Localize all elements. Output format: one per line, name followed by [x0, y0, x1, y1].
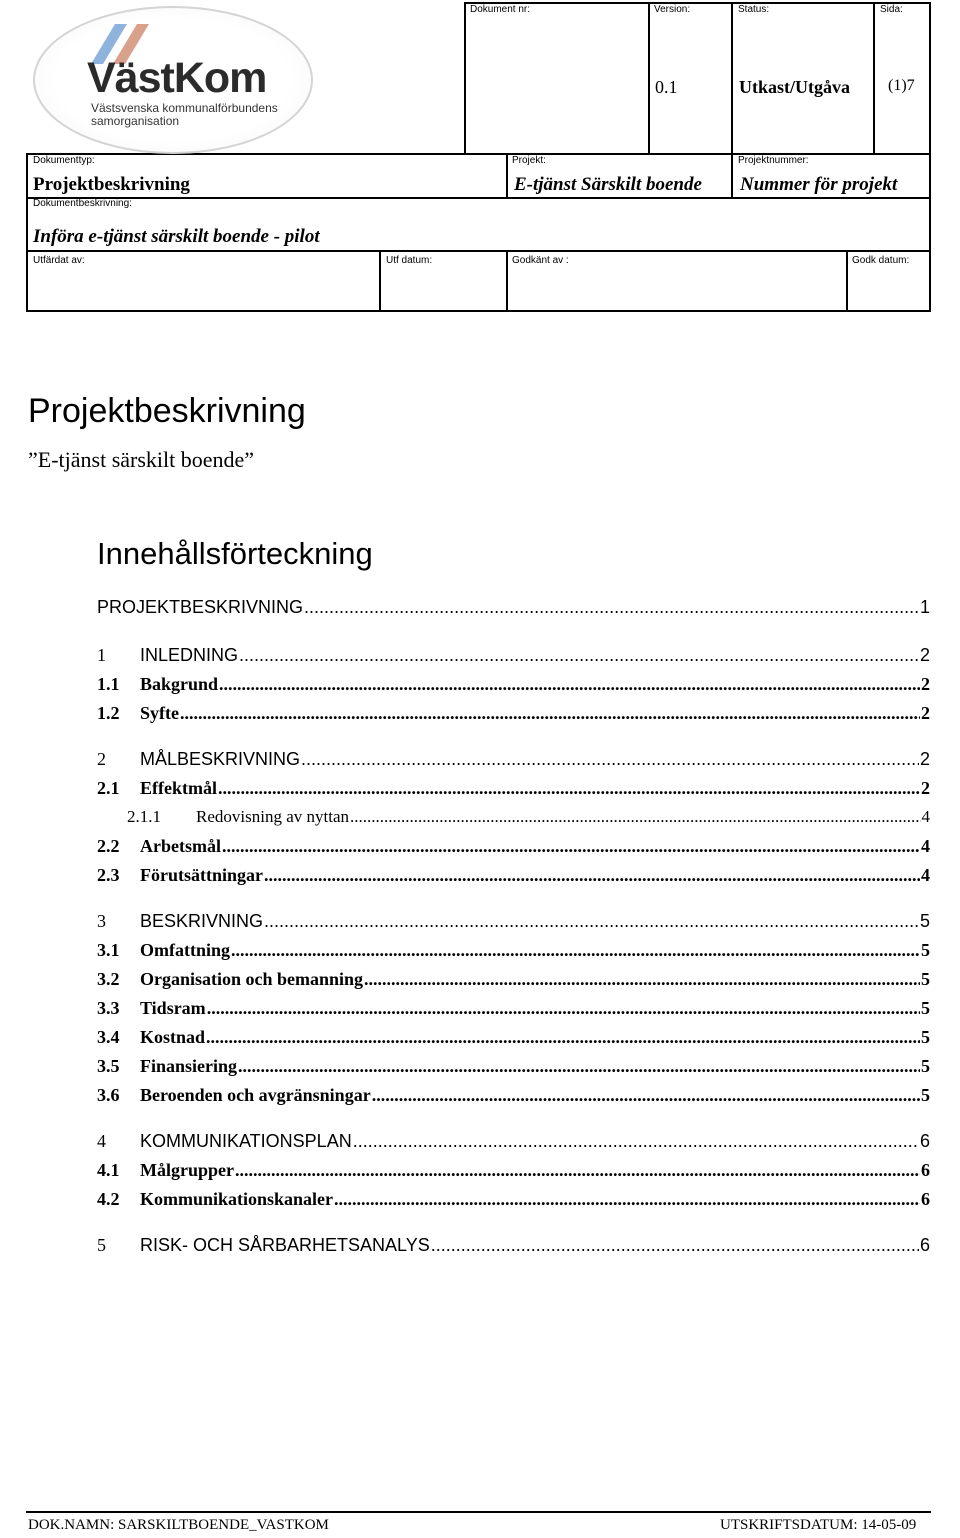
toc-entry-title: Kostnad: [140, 1027, 206, 1047]
header-border: [648, 2, 650, 154]
toc-dot-leader: [364, 969, 920, 990]
toc-entry[interactable]: [97, 1027, 930, 1051]
header-border: [506, 250, 508, 312]
toc-entry[interactable]: [97, 1085, 930, 1109]
toc-dot-leader: [334, 1189, 920, 1210]
toc-entry[interactable]: [97, 674, 930, 698]
toc-entry[interactable]: [97, 749, 930, 773]
toc-entry-number: 1: [97, 645, 106, 665]
toc-entry-page: 6: [921, 1160, 930, 1180]
toc-heading: Innehållsförteckning: [97, 536, 373, 571]
header-border: [26, 250, 931, 252]
header-border: [464, 2, 931, 4]
toc-entry-number: 2.3: [97, 865, 120, 885]
dokumenttyp-label: Dokumenttyp:: [33, 155, 95, 166]
header-border: [846, 250, 848, 312]
toc-entry-number: 4.2: [97, 1189, 120, 1209]
toc-dot-leader: [180, 703, 920, 724]
toc-dot-leader: [264, 911, 919, 932]
logo-subtitle: [91, 102, 278, 128]
toc-entry[interactable]: [97, 911, 930, 935]
toc-entry[interactable]: [97, 703, 930, 727]
version-label: Version:: [654, 4, 691, 15]
toc-entry-number: 1.1: [97, 674, 120, 694]
toc-entry-page: 5: [919, 911, 930, 931]
dokumenttyp-value: Projektbeskrivning: [33, 174, 190, 195]
toc-entry-page: 2: [921, 674, 930, 694]
toc-dot-leader: [218, 778, 920, 799]
toc-entry-number: 3: [97, 911, 106, 931]
toc-dot-leader: [304, 597, 919, 618]
header-border: [873, 2, 875, 154]
toc-entry-page: 2: [921, 703, 930, 723]
toc-entry-title: KOMMUNIKATIONSPLAN: [140, 1131, 352, 1151]
toc-entry-number: 2.1: [97, 778, 120, 798]
toc-dot-leader: [301, 749, 919, 770]
toc-dot-leader: [235, 1160, 920, 1181]
toc-entry-title: Omfattning: [140, 940, 230, 960]
toc-entry-page: 5: [921, 1056, 930, 1076]
footer-printdate: UTSKRIFTSDATUM: 14-05-09: [720, 1517, 917, 1533]
toc-entry[interactable]: [97, 597, 930, 621]
toc-entry-title: Målgrupper: [140, 1160, 234, 1180]
header-border: [731, 153, 733, 198]
toc-entry-number: 5: [97, 1235, 106, 1255]
dokumentbeskrivning-label: Dokumentbeskrivning:: [33, 198, 132, 209]
toc-dot-leader: [372, 1085, 920, 1106]
toc-entry-number: 2.2: [97, 836, 120, 856]
header-border: [506, 153, 508, 198]
toc-entry-title: PROJEKTBESKRIVNING: [97, 597, 304, 617]
toc-entry-page: 6: [919, 1131, 930, 1151]
toc-entry-title: Effektmål: [140, 778, 217, 798]
toc-entry-page: 2: [919, 645, 930, 665]
header-border: [26, 310, 931, 312]
toc-entry-title: MÅLBESKRIVNING: [140, 749, 301, 769]
godk-datum-label: Godk datum:: [852, 255, 910, 266]
header-border: [379, 250, 381, 312]
toc-entry[interactable]: [97, 940, 930, 964]
toc-entry[interactable]: [97, 1235, 930, 1259]
toc-entry-title: Syfte: [140, 703, 179, 723]
projektnummer-label: Projektnummer:: [738, 155, 809, 166]
toc-entry-number: 2: [97, 749, 106, 769]
toc-dot-leader: [222, 836, 920, 857]
toc-entry-page: 2: [921, 778, 930, 798]
vastkom-logo: [33, 6, 313, 154]
toc-dot-leader: [219, 674, 920, 695]
toc-entry-page: 5: [921, 1085, 930, 1105]
toc-entry-number: 3.5: [97, 1056, 120, 1076]
document-subtitle: ”E-tjänst särskilt boende”: [28, 447, 255, 472]
projekt-value: E-tjänst Särskilt boende: [514, 174, 702, 195]
toc-entry-title: Kommunikationskanaler: [140, 1189, 334, 1209]
toc-entry-title: Förutsättningar: [140, 865, 263, 885]
toc-entry-page: 5: [921, 998, 930, 1018]
projektnummer-value: Nummer för projekt: [740, 174, 898, 195]
projekt-label: Projekt:: [512, 155, 546, 166]
godkant-label: Godkänt av :: [512, 255, 569, 266]
header-border: [26, 153, 28, 312]
toc-entry[interactable]: [97, 1131, 930, 1155]
toc-entry[interactable]: [97, 778, 930, 802]
toc-entry-number: 4.1: [97, 1160, 120, 1180]
toc-entry-number: 4: [97, 1131, 106, 1151]
toc-entry-title: Tidsram: [140, 998, 206, 1018]
footer-rule: [26, 1511, 931, 1513]
toc-dot-leader: [353, 1131, 919, 1152]
toc-entry-page: 5: [921, 969, 930, 989]
toc-entry-title: Arbetsmål: [140, 836, 221, 856]
toc-entry[interactable]: [97, 836, 930, 860]
sida-value: (1)7: [888, 77, 915, 94]
toc-entry-page: 4: [921, 836, 930, 856]
toc-entry[interactable]: [97, 1056, 930, 1080]
toc-entry-title: INLEDNING: [140, 645, 239, 665]
document-title: Projektbeskrivning: [28, 392, 306, 430]
toc-entry-title: Redovisning av nyttan: [196, 807, 349, 826]
header-border: [464, 2, 466, 154]
toc-entry[interactable]: [127, 807, 930, 831]
toc-dot-leader: [206, 1027, 920, 1048]
status-value: Utkast/Utgåva: [739, 77, 850, 97]
toc-dot-leader: [239, 645, 919, 666]
toc-dot-leader: [350, 807, 921, 827]
toc-entry-page: 6: [921, 1189, 930, 1209]
utfardat-label: Utfärdat av:: [33, 255, 85, 266]
footer-docname: DOK.NAMN: SARSKILTBOENDE_VASTKOM: [28, 1517, 329, 1533]
toc-entry-page: 2: [919, 749, 930, 769]
header-border: [731, 2, 733, 154]
sida-label: Sida:: [880, 4, 903, 15]
logo-wordmark: VästKom: [87, 54, 267, 102]
toc-entry-title: Beroenden och avgränsningar: [140, 1085, 371, 1105]
toc-dot-leader: [431, 1235, 919, 1256]
toc-entry-title: Bakgrund: [140, 674, 219, 694]
toc-entry[interactable]: [97, 969, 930, 993]
toc-entry-number: 3.4: [97, 1027, 120, 1047]
toc-dot-leader: [207, 998, 920, 1019]
version-value: 0.1: [655, 77, 678, 97]
toc-entry-number: 1.2: [97, 703, 120, 723]
status-label: Status:: [738, 4, 770, 15]
toc-entry-number: 3.1: [97, 940, 120, 960]
toc-entry-title: RISK- OCH SÅRBARHETSANALYS: [140, 1235, 430, 1255]
toc-entry-title: Organisation och bemanning: [140, 969, 364, 989]
toc-dot-leader: [231, 940, 920, 961]
doc-nr-label: Dokument nr:: [470, 4, 531, 15]
toc-dot-leader: [264, 865, 920, 886]
logo-subtitle-line2: samorganisation: [91, 114, 180, 128]
toc-entry-page: 5: [921, 1027, 930, 1047]
toc-entry-page: 4: [921, 865, 930, 885]
utf-datum-label: Utf datum:: [386, 255, 433, 266]
toc-entry-page: 5: [921, 940, 930, 960]
toc-entry[interactable]: [97, 645, 930, 669]
toc-entry-number: 3.6: [97, 1085, 120, 1105]
toc-dot-leader: [238, 1056, 920, 1077]
dokumentbeskrivning-value: Införa e-tjänst särskilt boende - pilot: [33, 226, 320, 247]
logo-subtitle-line1: Västsvenska kommunalförbundens: [91, 101, 278, 115]
toc-entry-page: 6: [919, 1235, 930, 1255]
toc-entry-number: 3.2: [97, 969, 120, 989]
toc-entry-number: 3.3: [97, 998, 120, 1018]
toc-entry[interactable]: [97, 1160, 930, 1184]
toc-entry[interactable]: [97, 865, 930, 889]
toc-entry-number: 2.1.1: [127, 807, 161, 826]
toc-entry-page: 1: [919, 597, 930, 617]
toc-entry[interactable]: [97, 1189, 930, 1213]
toc-entry[interactable]: [97, 998, 930, 1022]
toc-entry-title: Finansiering: [140, 1056, 238, 1076]
header-border: [26, 197, 931, 199]
header-border: [929, 2, 931, 312]
toc-entry-page: 4: [921, 807, 930, 826]
toc-entry-title: BESKRIVNING: [140, 911, 264, 931]
